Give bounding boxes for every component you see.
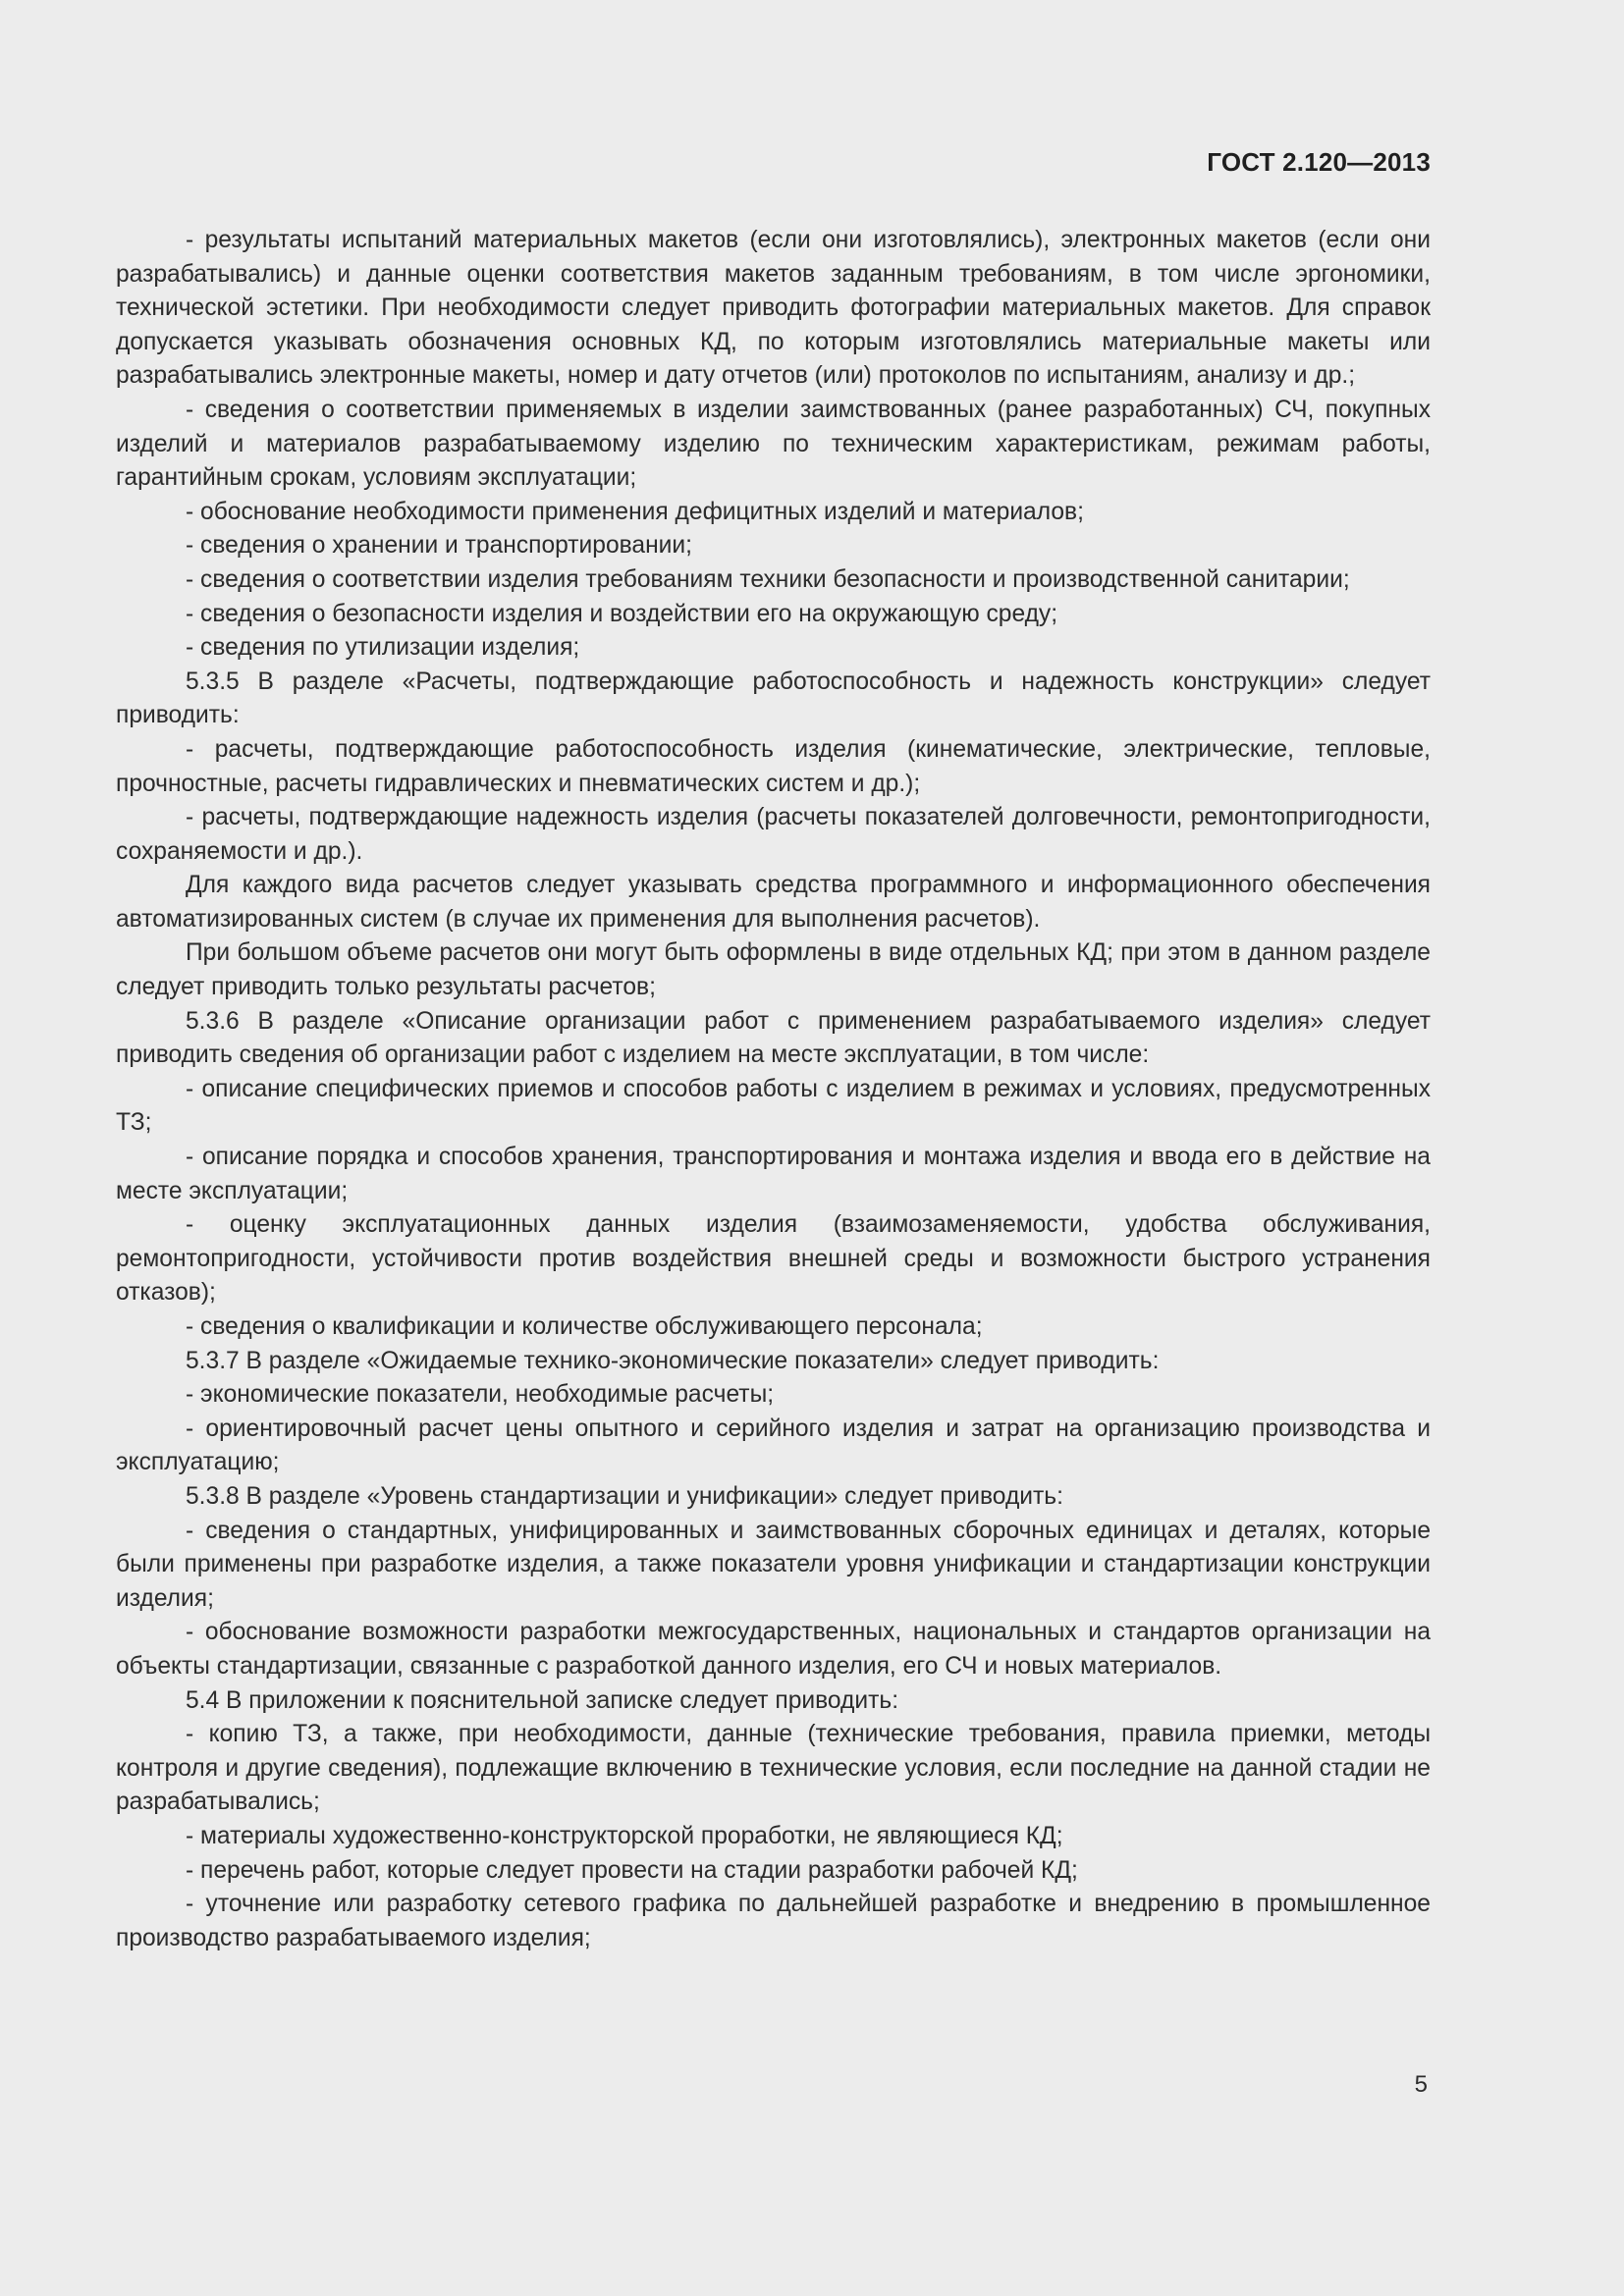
paragraph: - результаты испытаний материальных макетов (если они изготовлялись), электронных макетов (если они разрабатывались) и данные оценки соответствия макетов заданным требованиям, в том числе эргономики, технической эстетики. При необходимости следует приводить фотографии материальных макетов. Для справок допускается указывать обозначения основных КД, по которым изготовлялись материальные макеты или разрабатывались электронные макеты, номер и дату отчетов (или) протоколов по испытаниям, анализу и др.; bbox=[116, 227, 1431, 390]
paragraph: - копию ТЗ, а также, при необходимости, данные (технические требования, правила приемки, методы контроля и другие сведения), подлежащие включению в технические условия, если последние на данной стадии не разрабатывались; bbox=[116, 1721, 1431, 1816]
paragraph: 5.3.5 В разделе «Расчеты, подтверждающие работоспособность и надежность конструкции» следует приводить: bbox=[116, 667, 1431, 729]
paragraph: - оценку эксплуатационных данных изделия (взаимозаменяемости, удобства обслуживания, ремонтопригодности, устойчивости против воздействия внешней среды и возможности быстрого устранения отказов); bbox=[116, 1211, 1431, 1307]
paragraph: - ориентировочный расчет цены опытного и серийного изделия и затрат на организацию производства и эксплуатацию; bbox=[116, 1415, 1431, 1476]
paragraph: 5.3.6 В разделе «Описание организации работ с применением разрабатываемого изделия» следует приводить сведения об организации работ с изделием на месте эксплуатации, в том числе: bbox=[116, 1007, 1431, 1069]
paragraph: - экономические показатели, необходимые расчеты; bbox=[186, 1381, 775, 1409]
standard-header: ГОСТ 2.120—2013 bbox=[1207, 147, 1431, 177]
paragraph: - расчеты, подтверждающие работоспособность изделия (кинематические, электрические, тепловые, прочностные, расчеты гидравлических и пневматических систем и др.); bbox=[116, 735, 1431, 797]
paragraph: - сведения о квалификации и количестве обслуживающего персонала; bbox=[186, 1313, 983, 1340]
paragraph: - уточнение или разработку сетевого графика по дальнейшей разработке и внедрению в промышленное производство разрабатываемого изделия; bbox=[116, 1891, 1431, 1951]
paragraph: - обоснование необходимости применения дефицитных изделий и материалов; bbox=[186, 498, 1084, 525]
paragraph: - сведения о соответствии применяемых в изделии заимствованных (ранее разработанных) СЧ, покупных изделий и материалов разрабатываемому изделию по техническим характеристикам, режимам работы, гарантийным срокам, условиям эксплуатации; bbox=[116, 396, 1431, 492]
paragraph: - сведения по утилизации изделия; bbox=[186, 634, 580, 662]
paragraph: - обоснование возможности разработки межгосударственных, национальных и стандартов организации на объекты стандартизации, связанные с разработкой данного изделия, его СЧ и новых материалов. bbox=[116, 1619, 1431, 1680]
paragraph: - сведения о стандартных, унифицированных и заимствованных сборочных единицах и деталях, которые были применены при разработке изделия, а также показатели уровня унификации и стандартизации конструкции изделия; bbox=[116, 1517, 1431, 1612]
paragraph: - описание порядка и способов хранения, транспортирования и монтажа изделия и ввода его в действие на месте эксплуатации; bbox=[116, 1144, 1431, 1204]
paragraph: - перечень работ, которые следует провести на стадии разработки рабочей КД; bbox=[186, 1856, 1078, 1884]
paragraph: Для каждого вида расчетов следует указывать средства программного и информационного обеспечения автоматизированных систем (в случае их применения для выполнения расчетов). bbox=[116, 872, 1431, 933]
paragraph: - сведения о безопасности изделия и воздействии его на окружающую среду; bbox=[186, 600, 1058, 627]
page-number: 5 bbox=[1414, 2071, 1428, 2098]
paragraph: 5.4 В приложении к пояснительной записке следует приводить: bbox=[186, 1686, 899, 1714]
paragraph: - расчеты, подтверждающие надежность изделия (расчеты показателей долговечности, ремонтопригодности, сохраняемости и др.). bbox=[116, 804, 1431, 865]
paragraph: - описание специфических приемов и способов работы с изделием в режимах и условиях, предусмотренных ТЗ; bbox=[116, 1075, 1431, 1137]
paragraph: 5.3.7 В разделе «Ожидаемые технико-экономические показатели» следует приводить: bbox=[186, 1347, 1160, 1374]
paragraph: При большом объеме расчетов они могут быть оформлены в виде отдельных КД; при этом в данном разделе следует приводить только результаты расчетов; bbox=[116, 939, 1431, 1001]
paragraph: - сведения о хранении и транспортировании; bbox=[186, 532, 692, 560]
paragraph: - материалы художественно-конструкторской проработки, не являющиеся КД; bbox=[186, 1822, 1063, 1849]
document-body bbox=[116, 224, 1431, 1955]
paragraph: 5.3.8 В разделе «Уровень стандартизации и унификации» следует приводить: bbox=[186, 1482, 1063, 1510]
paragraph: - сведения о соответствии изделия требованиям техники безопасности и производственной санитарии; bbox=[186, 565, 1350, 593]
